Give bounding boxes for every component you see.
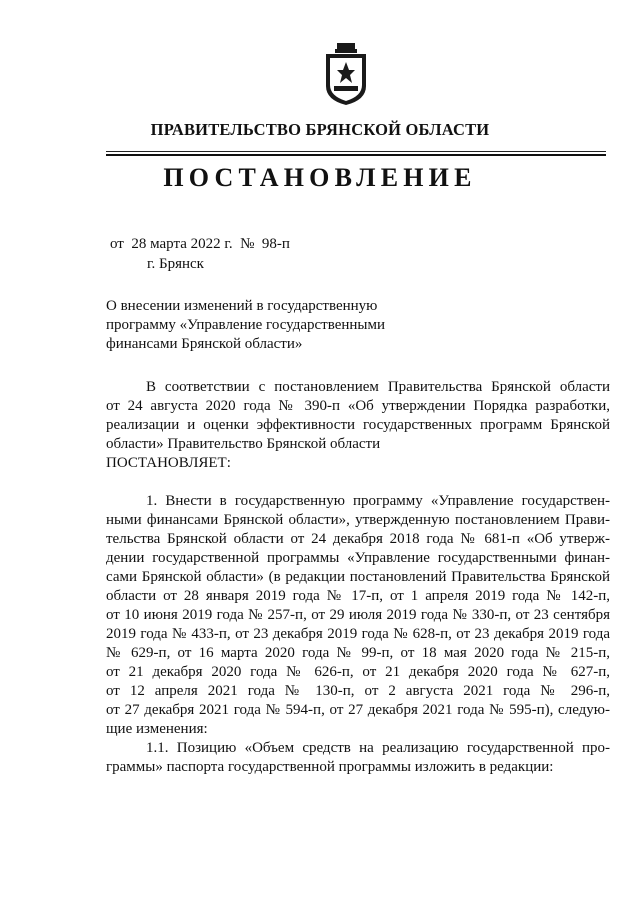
item-1-line: ными финансами Брянской области», утвержденную постановлением Прави-: [106, 512, 610, 528]
document-body: [106, 378, 610, 777]
preamble-line: области» Правительство Брянской области: [106, 436, 381, 452]
header-divider-thin: [106, 151, 606, 152]
coat-of-arms-icon: [322, 40, 370, 106]
item-1-line: от 21 декабря 2020 года № 626-п, от 21 декабря 2020 года № 627-п,: [106, 664, 610, 680]
preamble-line: от 24 августа 2020 года № 390-п «Об утверждении Порядка разработки,: [106, 398, 610, 414]
government-title: ПРАВИТЕЛЬСТВО БРЯНСКОЙ ОБЛАСТИ: [150, 120, 490, 139]
document-date-number: от 28 марта 2022 г. № 98-п: [110, 236, 290, 252]
item-1-line: № 629-п, от 16 марта 2020 года № 99-п, от 18 мая 2020 года № 215-п,: [106, 645, 610, 661]
item-1-line: сами Брянской области» (в редакции постановлений Правительства Брянской: [106, 569, 610, 585]
item-1-1-line: 1.1. Позицию «Объем средств на реализацию государственной про-: [146, 740, 610, 756]
item-1-1-line: граммы» паспорта государственной программы изложить в редакции:: [106, 759, 554, 775]
item-1-line: тельства Брянской области от 24 декабря 2018 года № 681-п «Об утверж-: [106, 531, 610, 547]
item-1-line: от 12 апреля 2021 года № 130-п, от 2 августа 2021 года № 296-п,: [106, 683, 610, 699]
preamble-paragraph: [106, 378, 610, 454]
document-type-title: ПОСТАНОВЛЕНИЕ: [163, 163, 477, 192]
resolves-heading: ПОСТАНОВЛЯЕТ:: [106, 455, 231, 471]
item-1-paragraph: [106, 492, 610, 739]
item-1-line: дении государственной программы «Управление государственными финан-: [106, 550, 610, 566]
subject-line: О внесении изменений в государственную: [106, 298, 378, 314]
item-1-line: от 10 июня 2019 года № 257-п, от 29 июля 2019 года № 330-п, от 23 сентября: [106, 607, 610, 623]
item-1-line: 2019 года № 433-п, от 23 декабря 2019 года № 628-п, от 23 декабря 2019 года: [106, 626, 610, 642]
preamble-line: В соответствии с постановлением Правительства Брянской области: [146, 379, 610, 395]
item-1-line: области от 28 января 2019 года № 17-п, от 1 апреля 2019 года № 142-п,: [106, 588, 610, 604]
subject-line: финансами Брянской области»: [106, 336, 303, 352]
item-1-1-paragraph: [106, 739, 610, 777]
document-subject: [106, 297, 406, 354]
subject-line: программу «Управление государственными: [106, 317, 386, 333]
document-city: г. Брянск: [147, 256, 204, 272]
header-divider-thick: [106, 154, 606, 156]
preamble-line: реализации и оценки эффективности государственных программ Брянской: [106, 417, 610, 433]
item-1-line: щие изменения:: [106, 721, 208, 737]
item-1-line: 1. Внести в государственную программу «Управление государствен-: [146, 493, 610, 509]
item-1-line: от 27 декабря 2021 года № 594-п, от 27 декабря 2021 года № 595-п), следую-: [106, 702, 610, 718]
